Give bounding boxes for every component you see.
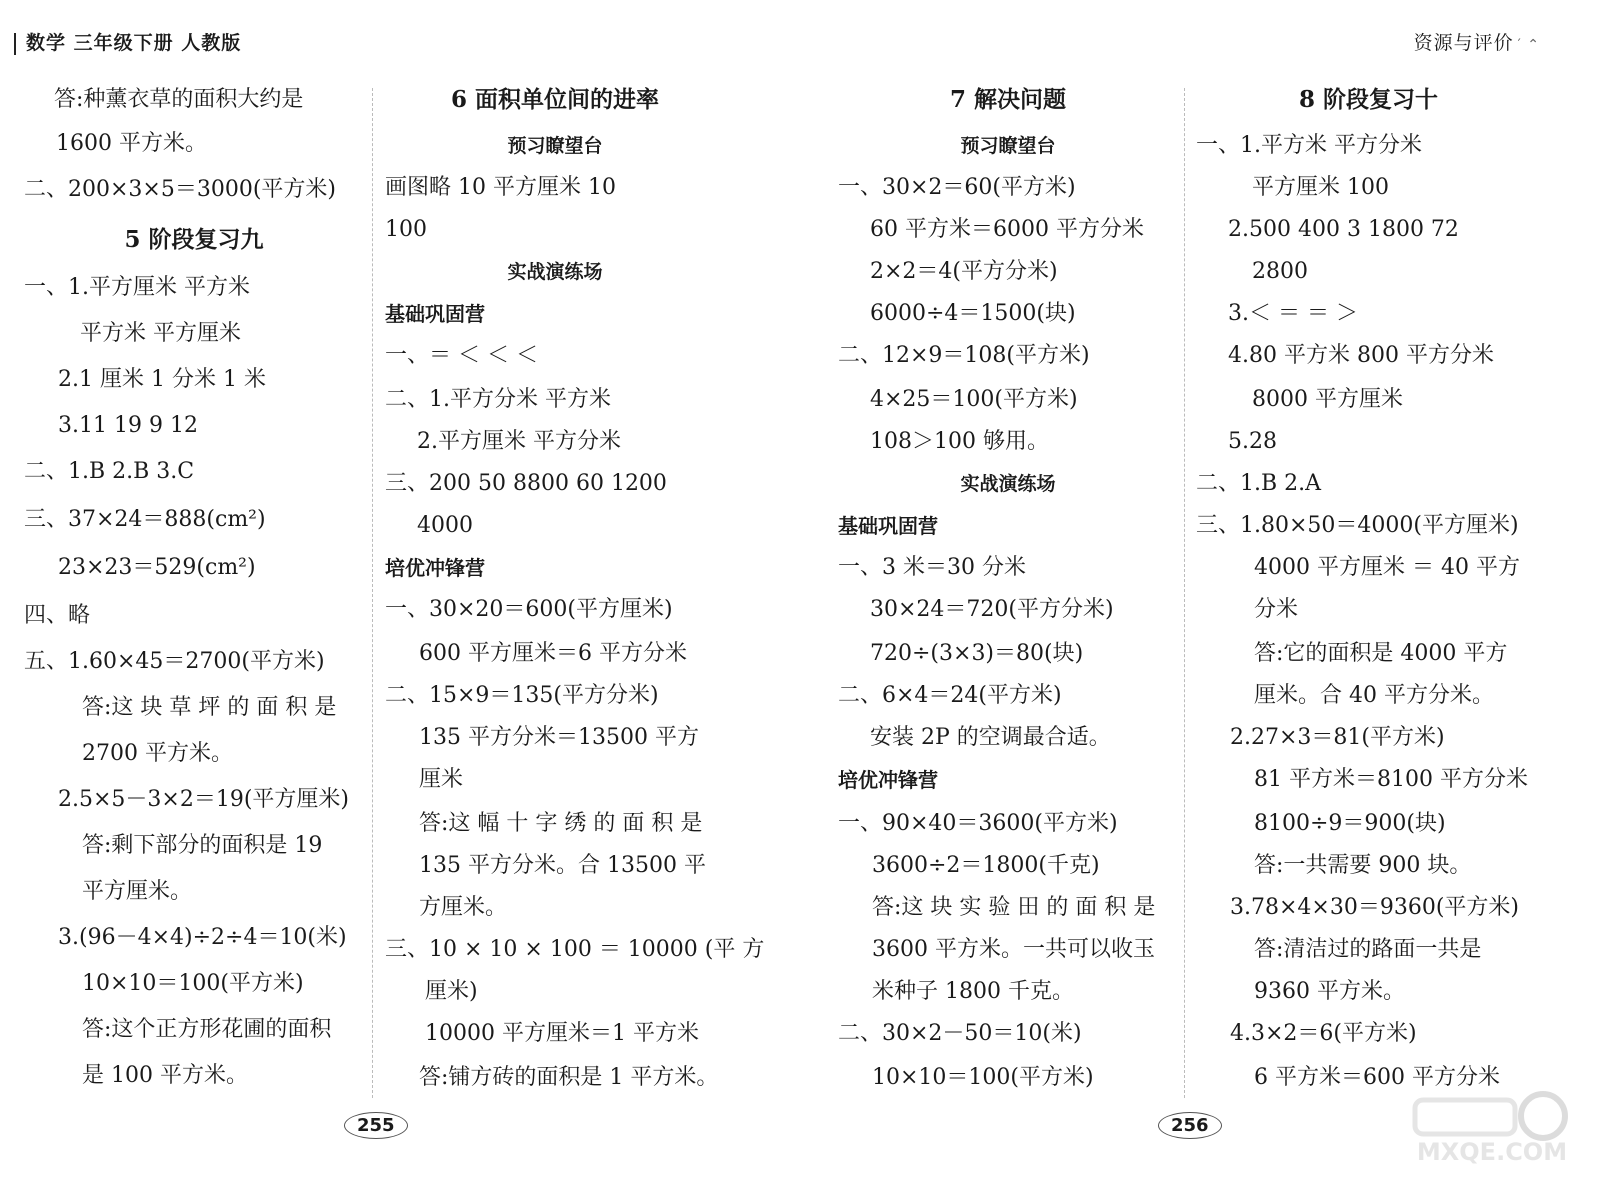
answer-line: 米种子 1800 千克。 <box>872 979 1074 1004</box>
answer-line: 安装 2P 的空调最合适。 <box>870 725 1111 750</box>
header-ornament-icon: ′ ⌃ <box>1517 37 1540 53</box>
answer-line: 答:清洁过的路面一共是 <box>1254 937 1482 962</box>
answer-line: 135 平方分米。合 13500 平 <box>419 853 706 878</box>
answer-line: 二、12×9＝108(平方米) <box>838 343 1090 368</box>
section-heading: 5 阶段复习九 <box>124 226 264 253</box>
subsection-heading: 实战演练场 <box>507 261 603 283</box>
answer-line: 四、略 <box>24 603 91 628</box>
practice-section-label: 培优冲锋营 <box>385 556 485 580</box>
answer-line: 3600÷2＝1800(千克) <box>872 853 1100 878</box>
answer-line: 600 平方厘米＝6 平方分米 <box>419 641 687 666</box>
answer-line: 3.78×4×30＝9360(平方米) <box>1230 895 1519 920</box>
answer-line: 4000 平方厘米 ＝ 40 平方 <box>1254 555 1520 580</box>
answer-line: 10000 平方厘米＝1 平方米 <box>425 1021 699 1046</box>
column-divider-1 <box>372 88 373 1098</box>
running-header-left <box>14 28 241 55</box>
section-heading: 6 面积单位间的进率 <box>450 86 659 113</box>
answer-line: 5.28 <box>1228 429 1277 454</box>
answer-line: 3.＜ ＝ ＝ ＞ <box>1228 301 1358 326</box>
answer-line: 2.5×5－3×2＝19(平方厘米) <box>58 787 350 812</box>
header-rule <box>14 33 16 55</box>
answer-line: 画图略 10 平方厘米 10 <box>385 175 616 200</box>
answer-line: 三、10 × 10 × 100 ＝ 10000 (平 方 <box>385 937 765 962</box>
answer-line: 3600 平方米。一共可以收玉 <box>872 937 1155 962</box>
answer-line: 一、3 米＝30 分米 <box>838 555 1026 580</box>
answer-line: 720÷(3×3)＝80(块) <box>870 641 1084 666</box>
answer-line: 三、200 50 8800 60 1200 <box>385 471 667 496</box>
answer-line: 8000 平方厘米 <box>1252 387 1403 412</box>
answer-line: 3.(96－4×4)÷2÷4＝10(米) <box>58 925 347 950</box>
answer-line: 一、1.平方米 平方分米 <box>1196 133 1422 158</box>
column-divider-3 <box>1184 88 1185 1098</box>
answer-line: 厘米。合 40 平方分米。 <box>1254 683 1494 708</box>
answer-line: 五、1.60×45＝2700(平方米) <box>24 649 325 674</box>
answer-line: 二、1.平方分米 平方米 <box>385 387 611 412</box>
answer-line: 9360 平方米。 <box>1254 979 1405 1004</box>
answer-line: 2.27×3＝81(平方米) <box>1230 725 1445 750</box>
answer-line: 60 平方米＝6000 平方分米 <box>870 217 1144 242</box>
answer-line: 三、37×24＝888(cm²) <box>24 507 266 532</box>
answer-line: 答:这 块 实 验 田 的 面 积 是 <box>872 895 1156 920</box>
answer-line: 一、＝ ＜ ＜ ＜ <box>385 343 538 368</box>
answer-line: 分米 <box>1254 597 1299 622</box>
answer-line: 4×25＝100(平方米) <box>870 387 1078 412</box>
answer-line: 135 平方分米＝13500 平方 <box>419 725 699 750</box>
answer-line: 一、1.平方厘米 平方米 <box>24 275 250 300</box>
answer-line: 平方厘米。 <box>82 879 193 904</box>
answer-line: 答:这 幅 十 字 绣 的 面 积 是 <box>419 811 703 836</box>
svg-text:MXQE.COM: MXQE.COM <box>1416 1138 1568 1166</box>
series-title: 资源与评价 <box>1413 32 1514 54</box>
practice-section-label: 基础巩固营 <box>385 302 485 326</box>
answer-line: 二、15×9＝135(平方分米) <box>385 683 659 708</box>
answer-line: 答:这个正方形花圃的面积 <box>82 1017 332 1042</box>
answer-line: 厘米 <box>419 767 464 792</box>
answer-line: 2.1 厘米 1 分米 1 米 <box>58 367 266 392</box>
section-heading: 7 解决问题 <box>949 86 1066 113</box>
answer-line: 答:它的面积是 4000 平方 <box>1254 641 1508 666</box>
answer-line: 一、30×2＝60(平方米) <box>838 175 1076 200</box>
answer-column-2 <box>385 85 765 1095</box>
subsection-heading: 实战演练场 <box>960 473 1056 495</box>
answer-line: 平方厘米 100 <box>1252 175 1389 200</box>
answer-line: 方厘米。 <box>419 895 508 920</box>
section-heading: 8 阶段复习十 <box>1298 86 1438 113</box>
answer-line: 二、200×3×5＝3000(平方米) <box>24 177 337 202</box>
answer-column-3 <box>838 85 1178 1095</box>
answer-column-4 <box>1196 85 1541 1095</box>
answer-line: 2800 <box>1252 259 1308 284</box>
answer-line: 一、90×40＝3600(平方米) <box>838 811 1118 836</box>
answer-line: 二、1.B 2.A <box>1196 471 1322 496</box>
answer-line: 是 100 平方米。 <box>82 1063 248 1088</box>
answer-column-1 <box>24 85 364 1095</box>
answer-line: 三、1.80×50＝4000(平方厘米) <box>1196 513 1519 538</box>
answer-line: 答:铺方砖的面积是 1 平方米。 <box>419 1065 719 1090</box>
page-number-right: 256 <box>1158 1112 1222 1139</box>
subsection-heading: 预习瞭望台 <box>507 135 603 157</box>
answer-line: 答:种薰衣草的面积大约是 <box>54 87 304 112</box>
answer-line: 2.500 400 3 1800 72 <box>1228 217 1459 242</box>
answer-line: 4.80 平方米 800 平方分米 <box>1228 343 1494 368</box>
answer-line: 30×24＝720(平方分米) <box>870 597 1114 622</box>
answer-line: 6 平方米＝600 平方分米 <box>1254 1065 1500 1090</box>
answer-line: 81 平方米＝8100 平方分米 <box>1254 767 1528 792</box>
watermark-logo-icon <box>1405 1086 1580 1168</box>
answer-line: 6000÷4＝1500(块) <box>870 301 1076 326</box>
answer-line: 4.3×2＝6(平方米) <box>1230 1021 1417 1046</box>
answer-line: 100 <box>385 217 427 242</box>
book-title: 数学 三年级下册 人教版 <box>26 32 242 54</box>
answer-line: 108＞100 够用。 <box>870 429 1049 454</box>
answer-line: 2700 平方米。 <box>82 741 233 766</box>
answer-line: 23×23＝529(cm²) <box>58 555 256 580</box>
answer-line: 3.11 19 9 12 <box>58 413 198 438</box>
practice-section-label: 基础巩固营 <box>838 514 938 538</box>
answer-line: 一、30×20＝600(平方厘米) <box>385 597 673 622</box>
answer-line: 二、30×2－50＝10(米) <box>838 1021 1082 1046</box>
running-header-right <box>1414 28 1540 55</box>
page-number-left: 255 <box>344 1112 408 1139</box>
answer-line: 8100÷9＝900(块) <box>1254 811 1446 836</box>
answer-line: 二、1.B 2.B 3.C <box>24 459 195 484</box>
answer-line: 10×10＝100(平方米) <box>872 1065 1094 1090</box>
answer-line: 平方米 平方厘米 <box>80 321 241 346</box>
answer-line: 4000 <box>417 513 473 538</box>
answer-line: 答:这 块 草 坪 的 面 积 是 <box>82 695 337 720</box>
practice-section-label: 培优冲锋营 <box>838 768 938 792</box>
answer-line: 10×10＝100(平方米) <box>82 971 304 996</box>
answer-line: 2.平方厘米 平方分米 <box>417 429 621 454</box>
answer-line: 二、6×4＝24(平方米) <box>838 683 1062 708</box>
answer-line: 1600 平方米。 <box>56 131 207 156</box>
answer-line: 答:剩下部分的面积是 19 <box>82 833 323 858</box>
answer-line: 答:一共需要 900 块。 <box>1254 853 1472 878</box>
subsection-heading: 预习瞭望台 <box>960 135 1056 157</box>
answer-line: 厘米) <box>425 979 478 1004</box>
answer-line: 2×2＝4(平方分米) <box>870 259 1058 284</box>
